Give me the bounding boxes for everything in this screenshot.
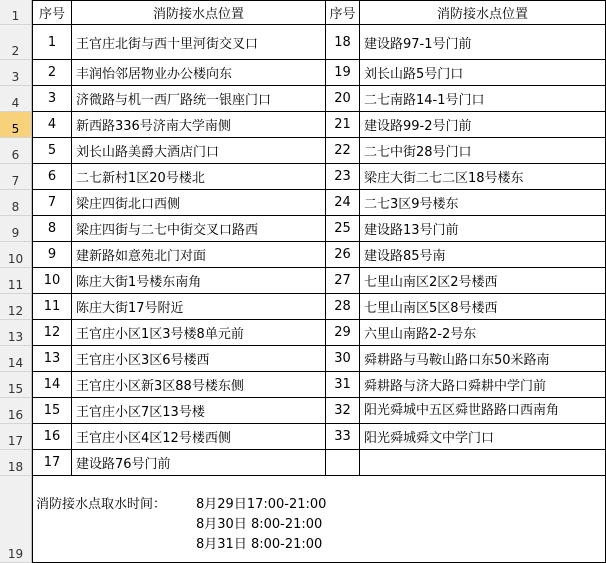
cell-seq[interactable]: 21 <box>326 112 360 138</box>
cell-seq[interactable]: 1 <box>32 25 72 60</box>
cell-seq[interactable]: 14 <box>32 372 72 398</box>
cell-location[interactable]: 建设路13号门前 <box>360 216 606 242</box>
cell-location[interactable]: 建设路85号南 <box>360 242 606 268</box>
cell-seq[interactable]: 18 <box>326 25 360 60</box>
row-header-6[interactable]: 6 <box>0 138 32 164</box>
cell-seq[interactable]: 27 <box>326 268 360 294</box>
cell-location[interactable]: 舜耕路与济大路口舜耕中学门前 <box>360 372 606 398</box>
row-header-19[interactable]: 19 <box>0 476 32 563</box>
cell-location[interactable]: 阳光舜城中五区舜世路路口西南角 <box>360 398 606 424</box>
cell-seq[interactable]: 3 <box>32 86 72 112</box>
cell-location[interactable]: 建新路如意苑北门对面 <box>72 242 326 268</box>
cell-seq[interactable]: 33 <box>326 424 360 450</box>
header-location-right[interactable]: 消防接水点位置 <box>360 0 606 25</box>
header-location-left[interactable]: 消防接水点位置 <box>72 0 326 25</box>
row-header-3[interactable]: 3 <box>0 60 32 86</box>
row-header-10[interactable]: 10 <box>0 242 32 268</box>
cell-seq[interactable]: 32 <box>326 398 360 424</box>
cell-location[interactable]: 刘长山路美爵大酒店门口 <box>72 138 326 164</box>
cell-location[interactable]: 济微路与机一西厂路统一银座门口 <box>72 86 326 112</box>
row-header-14[interactable]: 14 <box>0 346 32 372</box>
row-header-4[interactable]: 4 <box>0 86 32 112</box>
cell-seq[interactable] <box>326 450 360 476</box>
cell-location[interactable]: 梁庄大街二七二区18号楼东 <box>360 164 606 190</box>
cell-location[interactable]: 梁庄四街与二七中街交叉口路西 <box>72 216 326 242</box>
cell-seq[interactable]: 29 <box>326 320 360 346</box>
cell-location[interactable]: 建设路99-2号门前 <box>360 112 606 138</box>
row-header-7[interactable]: 7 <box>0 164 32 190</box>
row-header-17[interactable]: 17 <box>0 424 32 450</box>
cell-seq[interactable]: 11 <box>32 294 72 320</box>
cell-location[interactable]: 梁庄四街北口西侧 <box>72 190 326 216</box>
cell-location[interactable]: 王官庄小区3区6号楼西 <box>72 346 326 372</box>
cell-location[interactable]: 二七中街28号门口 <box>360 138 606 164</box>
cell-location[interactable]: 七里山南区2区2号楼西 <box>360 268 606 294</box>
row-header-12[interactable]: 12 <box>0 294 32 320</box>
note-line-2: 8月30日 8:00-21:00 <box>196 517 323 532</box>
water-time-note[interactable] <box>32 485 606 563</box>
cell-seq[interactable]: 8 <box>32 216 72 242</box>
cell-seq[interactable]: 2 <box>32 60 72 86</box>
row-header-15[interactable]: 15 <box>0 372 32 398</box>
cell-seq[interactable]: 23 <box>326 164 360 190</box>
header-seq-left[interactable]: 序号 <box>32 0 72 25</box>
cell-seq[interactable]: 15 <box>32 398 72 424</box>
row-header-13[interactable]: 13 <box>0 320 32 346</box>
cell-location[interactable]: 舜耕路与马鞍山路口东50米路南 <box>360 346 606 372</box>
cell-location[interactable]: 王官庄小区7区13号楼 <box>72 398 326 424</box>
cell-seq[interactable]: 6 <box>32 164 72 190</box>
cell-seq[interactable]: 25 <box>326 216 360 242</box>
cell-location[interactable]: 丰润怡邻居物业办公楼向东 <box>72 60 326 86</box>
cell-location[interactable]: 刘长山路5号门口 <box>360 60 606 86</box>
cell-seq[interactable]: 28 <box>326 294 360 320</box>
row-header-1[interactable]: 1 <box>0 0 32 25</box>
cell-location[interactable] <box>360 450 606 476</box>
cell-location[interactable]: 二七南路14-1号门口 <box>360 86 606 112</box>
row-header-18[interactable]: 18 <box>0 450 32 476</box>
cell-seq[interactable]: 12 <box>32 320 72 346</box>
cell-location[interactable]: 新西路336号济南大学南侧 <box>72 112 326 138</box>
cell-seq[interactable]: 30 <box>326 346 360 372</box>
cell-location[interactable]: 王官庄小区1区3号楼8单元前 <box>72 320 326 346</box>
cell-location[interactable]: 阳光舜城舜文中学门口 <box>360 424 606 450</box>
cell-seq[interactable]: 26 <box>326 242 360 268</box>
cell-seq[interactable]: 13 <box>32 346 72 372</box>
cell-location[interactable]: 王官庄小区新3区88号楼东侧 <box>72 372 326 398</box>
row-header-9[interactable]: 9 <box>0 216 32 242</box>
cell-seq[interactable]: 20 <box>326 86 360 112</box>
cell-location[interactable]: 六里山南路2-2号东 <box>360 320 606 346</box>
cell-location[interactable]: 七里山南区5区8号楼西 <box>360 294 606 320</box>
cell-location[interactable]: 建设路97-1号门前 <box>360 25 606 60</box>
note-label: 消防接水点取水时间： <box>36 497 167 512</box>
cell-seq[interactable]: 5 <box>32 138 72 164</box>
cell-seq[interactable]: 10 <box>32 268 72 294</box>
cell-seq[interactable]: 16 <box>32 424 72 450</box>
row-header-8[interactable]: 8 <box>0 190 32 216</box>
row-header-2[interactable]: 2 <box>0 25 32 60</box>
note-line-3: 8月31日 8:00-21:00 <box>196 537 323 552</box>
cell-seq[interactable]: 19 <box>326 60 360 86</box>
cell-location[interactable]: 二七新村1区20号楼北 <box>72 164 326 190</box>
row-header-11[interactable]: 11 <box>0 268 32 294</box>
note-line-1: 8月29日17:00-21:00 <box>196 497 327 512</box>
cell-location[interactable]: 王官庄小区4区12号楼西侧 <box>72 424 326 450</box>
cell-seq[interactable]: 4 <box>32 112 72 138</box>
cell-seq[interactable]: 31 <box>326 372 360 398</box>
cell-seq[interactable]: 24 <box>326 190 360 216</box>
cell-seq[interactable]: 17 <box>32 450 72 476</box>
header-seq-right[interactable]: 序号 <box>326 0 360 25</box>
cell-seq[interactable]: 7 <box>32 190 72 216</box>
cell-location[interactable]: 二七3区9号楼东 <box>360 190 606 216</box>
cell-location[interactable]: 陈庄大街1号楼东南角 <box>72 268 326 294</box>
cell-seq[interactable]: 9 <box>32 242 72 268</box>
row-header-5[interactable]: 5 <box>0 112 32 138</box>
cell-seq[interactable]: 22 <box>326 138 360 164</box>
cell-location[interactable]: 建设路76号门前 <box>72 450 326 476</box>
row-header-16[interactable]: 16 <box>0 398 32 424</box>
cell-location[interactable]: 陈庄大街17号附近 <box>72 294 326 320</box>
cell-location[interactable]: 王官庄北街与西十里河街交叉口 <box>72 25 326 60</box>
